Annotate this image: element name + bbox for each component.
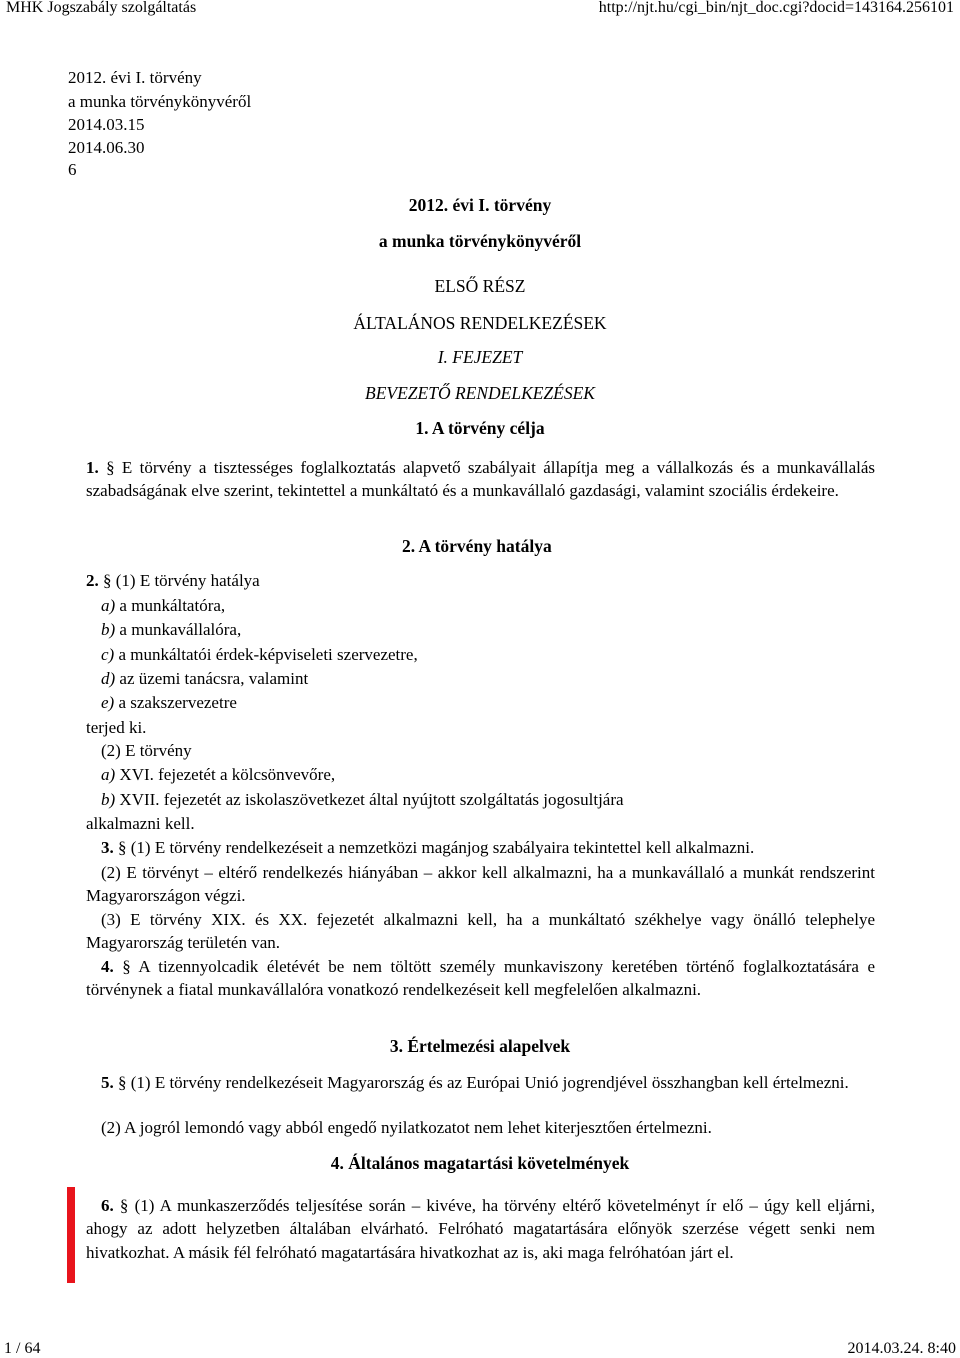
section-sign-icon[interactable]: § (106, 458, 115, 477)
list-text: XVII. fejezetét az iskolaszövetkezet által nyújtott szolgáltatás jogosultjára (119, 790, 624, 809)
list-text: XVI. fejezetét a kölcsönvevőre, (119, 765, 336, 784)
list-letter: d) (101, 669, 116, 688)
section-5-p1-text: (1) E törvény rendelkezéseit Magyarország és az Európai Unió jogrendjével összhangban kell értelmezni. (130, 1073, 849, 1092)
section-4-number: 4. (101, 957, 114, 976)
list-text: a munkáltatói érdek-képviseleti szervezetre, (118, 645, 418, 664)
section-1-number: 1. (86, 458, 99, 477)
list-text: a szakszervezetre (118, 693, 237, 712)
section-2-p1-close: terjed ki. (86, 718, 147, 737)
section-2-p2-close: alkalmazni kell. (86, 814, 195, 833)
list-letter: b) (101, 620, 116, 639)
section-sign-icon[interactable]: § (103, 571, 112, 590)
list-text: a munkáltatóra, (119, 596, 226, 615)
meta-date-to: 2014.06.30 (68, 138, 145, 157)
list-letter: a) (101, 765, 116, 784)
section-2-p1-intro-text: (1) E törvény hatálya (115, 571, 260, 590)
page-counter: 1 / 64 (4, 1340, 41, 1357)
chapter-title: BEVEZETŐ RENDELKEZÉSEK (365, 383, 595, 403)
section-5-number: 5. (101, 1073, 114, 1092)
section-6-text: (1) A munkaszerződés teljesítése során – kivéve, ha törvény eltérő követelményt ír elő – úgy kell eljárni, ahogy az adott helyzetben általában elvárható. Felróható magatartására előnyök szerzése végett senki nem hivatkozhat. A másik fél felróható magatartására hivatkozhat az is, aki maga felróhatóan járt el. (86, 1196, 876, 1262)
part-number: ELSŐ RÉSZ (434, 276, 526, 296)
section-6-paragraph (86, 1194, 875, 1264)
list-item (101, 693, 237, 713)
document-law-title: 2012. évi I. törvény (408, 195, 552, 215)
page-header-url[interactable]: http://njt.hu/cgi_bin/njt_doc.cgi?docid=143164.256101 (598, 0, 954, 16)
list-item (101, 596, 225, 616)
page-header-title: MHK Jogszabály szolgáltatás (6, 0, 197, 16)
section-sign-icon[interactable]: § (122, 957, 131, 976)
section-2-intro (86, 571, 260, 591)
section-3-p1-text: (1) E törvény rendelkezéseit a nemzetközi magánjog szabályaira tekintettel kell alkalmazni. (130, 838, 755, 857)
list-text: a munkavállalóra, (119, 620, 242, 639)
section-1-paragraph (86, 456, 875, 503)
section-sign-icon[interactable]: § (118, 1073, 127, 1092)
section-sign-icon[interactable]: § (118, 838, 127, 857)
section-heading-2: 2. A törvény hatálya (402, 536, 552, 556)
section-4-text: A tizennyolcadik életévét be nem töltött személy munkaviszony keretében történő foglalkoztatására e törvénynek a fiatal munkavállalóra vonatkozó rendelkezéseit kell megfelelően alkalmazni. (86, 957, 876, 1000)
part-title: ÁLTALÁNOS RENDELKEZÉSEK (353, 313, 607, 333)
section-6-number: 6. (101, 1196, 114, 1215)
document-subject-title: a munka törvénykönyvéről (378, 231, 582, 251)
print-datetime: 2014.03.24. 8:40 (847, 1340, 956, 1357)
section-5-p1 (86, 1071, 875, 1094)
section-3-p2: (2) E törvényt – eltérő rendelkezés hiányában – akkor kell alkalmazni, ha a munkavállaló a munkát rendszerint Magyarországon végzi. (86, 863, 875, 906)
section-sign-icon[interactable]: § (119, 1196, 129, 1215)
list-text: az üzemi tanácsra, valamint (119, 669, 309, 688)
meta-date-from: 2014.03.15 (68, 115, 145, 134)
section-3-p1 (101, 838, 754, 858)
section-2-number: 2. (86, 571, 99, 590)
meta-subject: a munka törvénykönyvéről (68, 92, 252, 111)
list-item (101, 669, 308, 689)
section-3-p3: (3) E törvény XIX. és XX. fejezetét alkalmazni kell, ha a munkáltató székhelye vagy önálló telephelye Magyarország területén van. (86, 910, 875, 953)
list-item (101, 790, 624, 810)
list-item (101, 645, 418, 665)
list-letter: c) (101, 645, 115, 664)
section-5-p2: (2) A jogról lemondó vagy abból engedő nyilatkozatot nem lehet kiterjesztően értelmezni. (101, 1118, 712, 1137)
section-1-text: E törvény a tisztességes foglalkoztatás alapvető szabályait állapítja meg a vállalkozás és a munkavállalás szabadságának elve szerint, tekintettel a munkáltató és a munkavállaló gazdasági, valamint szociális érdekeire. (86, 458, 876, 501)
section-heading-3: 3. Értelmezési alapelvek (389, 1036, 571, 1056)
list-letter: b) (101, 790, 116, 809)
list-letter: a) (101, 596, 116, 615)
meta-law: 2012. évi I. törvény (68, 68, 202, 87)
section-3-number: 3. (101, 838, 114, 857)
list-item (101, 620, 241, 640)
section-heading-1: 1. A törvény célja (415, 418, 545, 438)
section-heading-4: 4. Általános magatartási követelmények (330, 1153, 630, 1173)
meta-number: 6 (68, 160, 77, 179)
change-marker-bar (67, 1187, 75, 1283)
section-2-p2-intro: (2) E törvény (101, 741, 192, 760)
list-letter: e) (101, 693, 115, 712)
list-item (101, 765, 335, 785)
section-4-paragraph (86, 955, 875, 1002)
chapter-number: I. FEJEZET (437, 347, 523, 367)
